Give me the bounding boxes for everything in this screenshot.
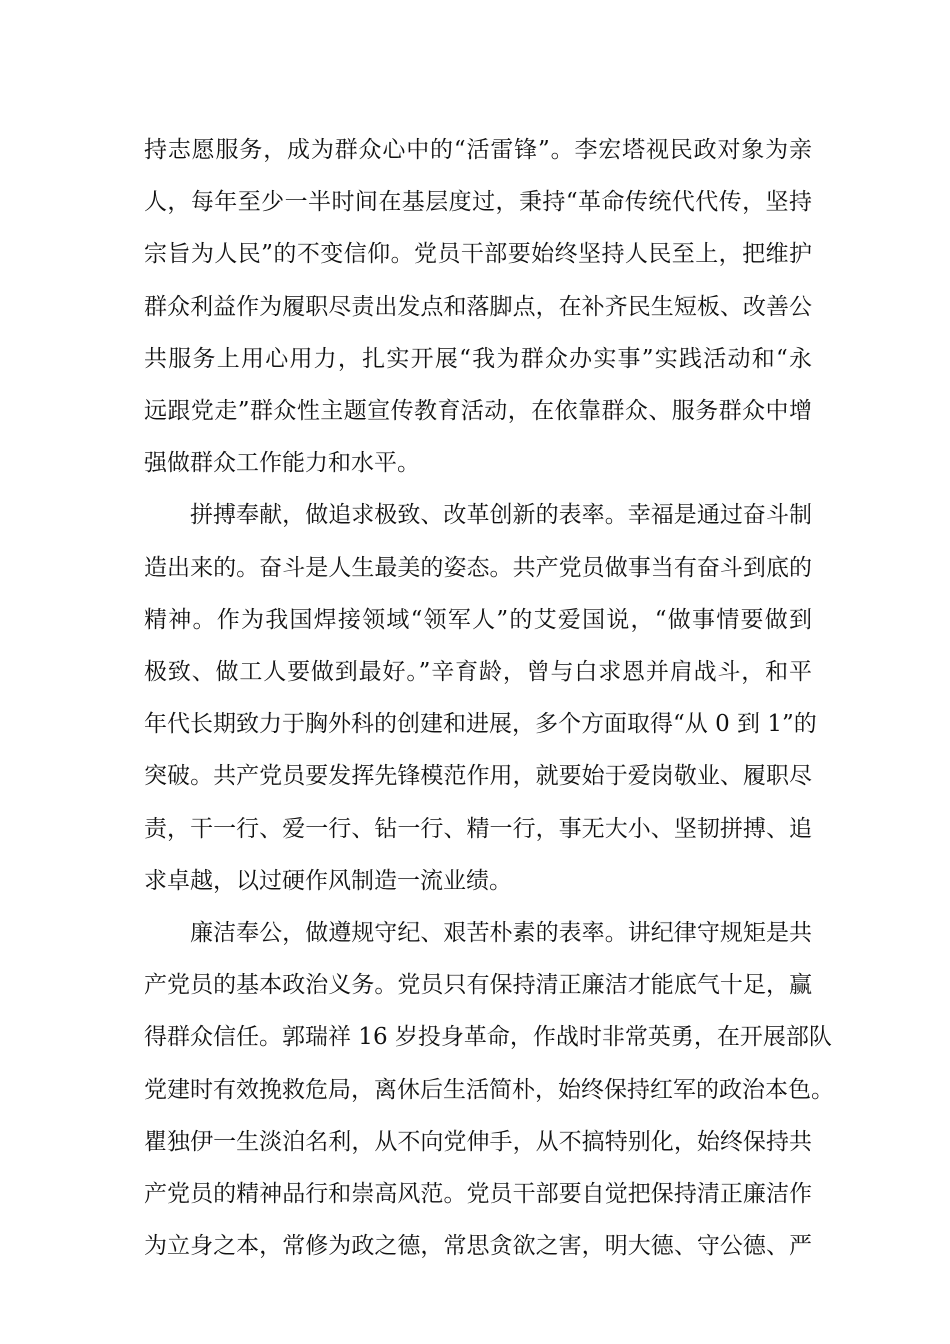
text-line: 持志愿服务，成为群众心中的“活雷锋”。李宏塔视民政对象为亲	[144, 137, 812, 163]
text-line: 求卓越，以过硬作风制造一流业绩。	[144, 867, 512, 894]
text-line: 产党员的精神品行和崇高风范。党员干部要自觉把保持清正廉洁作	[144, 1181, 812, 1208]
text-line: 党建时有效挽救危局，离休后生活简朴，始终保持红军的政治本色。	[144, 1076, 834, 1103]
text-line: 共服务上用心用力，扎实开展“我为群众办实事”实践活动和“永	[144, 345, 812, 372]
paragraph-3	[144, 907, 834, 1272]
paragraph-2	[144, 489, 817, 907]
text-line: 远跟党走”群众性主题宣传教育活动，在依靠群众、服务群众中增	[144, 398, 812, 425]
text-line: 造出来的。奋斗是人生最美的姿态。共产党员做事当有奋斗到底的	[144, 554, 812, 581]
text-line: 拼搏奉献，做追求极致、改革创新的表率。幸福是通过奋斗制	[190, 502, 812, 529]
text-line: 突破。共产党员要发挥先锋模范作用，就要始于爱岗敬业、履职尽	[144, 763, 812, 790]
text-line: 责，干一行、爱一行、钻一行、精一行，事无大小、坚韧拼搏、追	[144, 815, 812, 842]
text-line: 群众利益作为履职尽责出发点和落脚点，在补齐民生短板、改善公	[144, 293, 812, 320]
text-line: 瞿独伊一生淡泊名利，从不向党伸手，从不搞特别化，始终保持共	[144, 1128, 812, 1155]
text-line: 得群众信任。郭瑞祥 16 岁投身革命，作战时非常英勇，在开展部队	[144, 1024, 832, 1051]
text-line: 人，每年至少一半时间在基层度过，秉持“革命传统代代传，坚持	[144, 189, 812, 216]
text-line: 为立身之本，常修为政之德，常思贪欲之害，明大德、守公德、严	[144, 1233, 812, 1260]
text-line: 宗旨为人民”的不变信仰。党员干部要始终坚持人民至上，把维护	[144, 241, 812, 268]
text-line: 极致、做工人要做到最好。”辛育龄，曾与白求恩并肩战斗，和平	[144, 659, 812, 686]
text-line: 年代长期致力于胸外科的创建和进展，多个方面取得“从 0 到 1”的	[144, 711, 817, 738]
paragraph-1	[144, 124, 812, 489]
text-line: 精神。作为我国焊接领域“领军人”的艾爱国说，“做事情要做到	[144, 606, 812, 633]
text-line: 强做群众工作能力和水平。	[144, 450, 420, 477]
text-line: 产党员的基本政治义务。党员只有保持清正廉洁才能底气十足，赢	[144, 972, 812, 999]
document-body	[144, 124, 834, 1272]
text-line: 廉洁奉公，做遵规守纪、艰苦朴素的表率。讲纪律守规矩是共	[190, 920, 812, 947]
